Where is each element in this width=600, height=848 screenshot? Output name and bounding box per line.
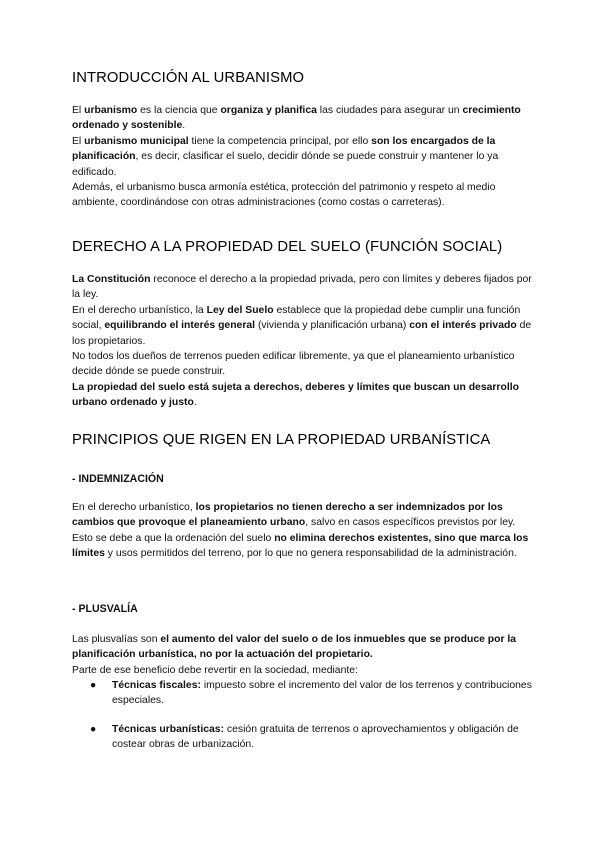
list-item: ● Técnicas urbanísticas: cesión gratuita de terrenos o aprovechamientos y obligación de costear obras de urbanización.: [90, 724, 519, 751]
paragraph: En el derecho urbanístico, los propietarios no tienen derecho a ser indemnizados por los cambios que provoque el planeamiento urbano, salvo en casos específicos previstos por ley.: [72, 502, 516, 529]
paragraph: No todos los dueños de terrenos pueden edificar libremente, ya que el planeamiento urbanístico decide dónde se puede construir.: [72, 351, 515, 378]
paragraph: En el derecho urbanístico, la Ley del Suelo establece que la propiedad debe cumplir una función social, equilibrando el interés general (vivienda y planificación urbana) con el interés privado de los propietarios.: [72, 304, 532, 347]
list-item: ● Técnicas fiscales: impuesto sobre el incremento del valor de los terrenos y contribuciones especiales.: [90, 680, 532, 707]
section-body-indemnizacion: [72, 500, 532, 562]
section-title-derecho-propiedad: DERECHO A LA PROPIEDAD DEL SUELO (FUNCIÓN SOCIAL): [72, 239, 503, 255]
section-title-principios: PRINCIPIOS QUE RIGEN EN LA PROPIEDAD URBANÍSTICA: [72, 432, 491, 448]
bullet-list: [72, 722, 532, 753]
section-body-derecho-propiedad: [72, 272, 532, 411]
subheading-indemnizacion: - INDEMNIZACIÓN: [72, 473, 164, 485]
section-title-introduccion: INTRODUCCIÓN AL URBANISMO: [72, 70, 305, 86]
bullet-icon: ●: [90, 680, 97, 691]
paragraph: Además, el urbanismo busca armonía estética, protección del patrimonio y respeto al medio ambiente, coordinándose con otras administraciones (como costas o carreteras).: [72, 182, 496, 209]
bullet-list: [72, 678, 532, 709]
paragraph: El urbanismo es la ciencia que organiza y planifica las ciudades para asegurar un crecimiento ordenado y sostenible.: [72, 105, 521, 132]
paragraph: El urbanismo municipal tiene la competencia principal, por ello son los encargados de la planificación, es decir, clasificar el suelo, decidir dónde se puede construir y mantener lo ya edificado.: [72, 135, 499, 178]
section-body-plusvalia: [72, 632, 532, 678]
section-body-introduccion: [72, 103, 532, 211]
paragraph: Parte de ese beneficio debe revertir en la sociedad, mediante:: [72, 664, 358, 676]
paragraph: Las plusvalías son el aumento del valor del suelo o de los inmuebles que se produce por la planificación urbanística, no por la actuación del propietario.: [72, 634, 517, 661]
subheading-plusvalia: - PLUSVALÍA: [72, 603, 138, 615]
paragraph: La propiedad del suelo está sujeta a derechos, deberes y límites que buscan un desarrollo urbano ordenado y justo.: [72, 381, 519, 409]
paragraph: La Constitución reconoce el derecho a la propiedad privada, pero con límites y deberes fijados por la ley.: [72, 274, 532, 301]
bullet-icon: ●: [90, 724, 97, 735]
paragraph: Esto se debe a que la ordenación del suelo no elimina derechos existentes, sino que marca los límites y usos permitidos del terreno, por lo que no genera responsabilidad de la administración.: [72, 532, 529, 560]
